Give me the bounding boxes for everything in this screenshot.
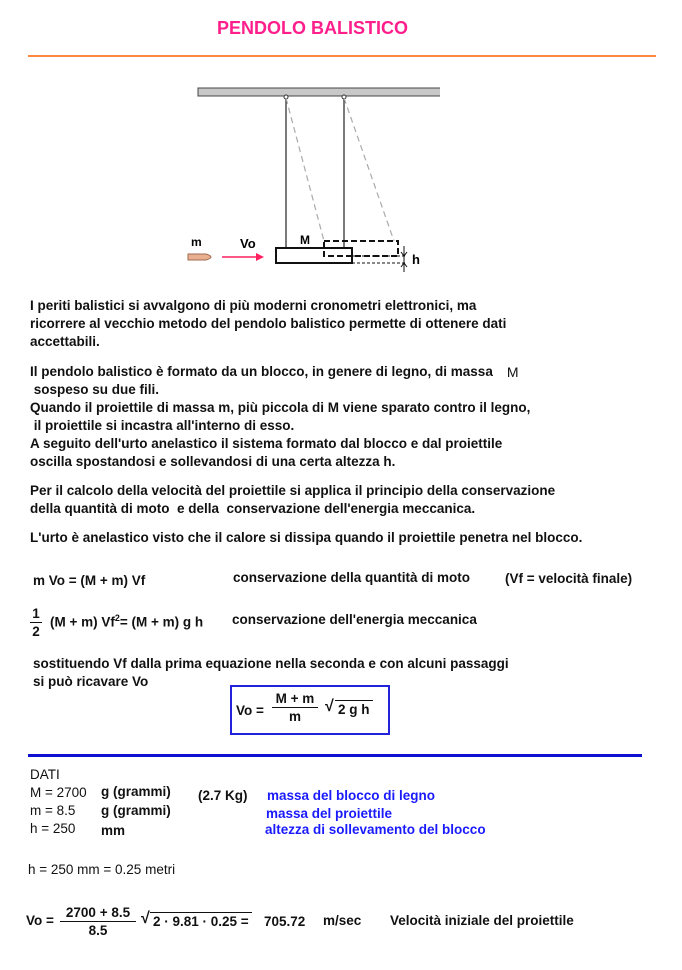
label-m: m bbox=[191, 235, 202, 249]
intro-paragraph-1 bbox=[30, 297, 506, 351]
data-unit-M: g (grammi) bbox=[101, 784, 171, 799]
page-title: PENDOLO BALISTICO bbox=[217, 18, 409, 38]
data-extra-M: (2.7 Kg) bbox=[198, 788, 248, 803]
mass-symbol: M bbox=[506, 364, 519, 380]
ceiling-bar bbox=[198, 88, 440, 96]
data-value-h: h = 250 bbox=[30, 821, 76, 836]
fraction-one-half bbox=[30, 606, 42, 639]
text-line: A seguito dell'urto anelastico il sistema formato dal blocco e dal proiettile bbox=[30, 436, 503, 451]
result-sqrt bbox=[141, 912, 261, 932]
text-line: L'urto è anelastico visto che il calore si dissipa quando il proiettile penetra nel blocco. bbox=[30, 530, 583, 545]
label-vo: Vo bbox=[240, 236, 256, 251]
result-desc: Velocità iniziale del proiettile bbox=[390, 913, 574, 928]
label-h: h bbox=[412, 252, 420, 267]
bullet-icon bbox=[188, 254, 211, 260]
data-desc-h: altezza di sollevamento del blocco bbox=[265, 822, 486, 837]
fraction-bar bbox=[60, 921, 136, 922]
equation-momentum-desc: conservazione della quantità di moto bbox=[233, 570, 471, 585]
text-line: ricorrere al vecchio metodo del pendolo balistico permette di ottenere dati bbox=[30, 316, 507, 331]
fraction-numerator: 2700 + 8.5 bbox=[65, 905, 131, 920]
text-span: Il pendolo balistico è formato da un blocco, in genere di legno, di massa bbox=[30, 364, 493, 379]
data-unit-m: g (grammi) bbox=[101, 803, 171, 818]
string-left-swung bbox=[286, 98, 324, 241]
text-line: sostituendo Vf dalla prima equazione nella seconda e con alcuni passaggi bbox=[33, 656, 509, 671]
sqrt-icon: √ bbox=[141, 910, 150, 927]
data-value-m: m = 8.5 bbox=[30, 803, 76, 818]
data-value-M: M = 2700 bbox=[30, 785, 87, 800]
text-line: oscilla spostandosi e sollevandosi di una certa altezza h. bbox=[30, 454, 396, 469]
formula-lhs: Vo = bbox=[236, 703, 264, 718]
final-velocity-note: (Vf = velocità finale) bbox=[505, 571, 633, 586]
text-line: Per il calcolo della velocità del proiettile si applica il principio della conservazione bbox=[30, 483, 556, 498]
result-value: 705.72 bbox=[264, 914, 306, 929]
data-desc-M: massa del blocco di legno bbox=[267, 788, 436, 803]
title-divider bbox=[28, 55, 656, 57]
exponent: 2 bbox=[114, 613, 120, 623]
text-line: il proiettile si incastra all'interno di esso. bbox=[30, 418, 295, 433]
label-M: M bbox=[300, 233, 310, 247]
text-line: I periti balistici si avvalgono di più moderni cronometri elettronici, ma bbox=[30, 298, 477, 313]
result-unit: m/sec bbox=[323, 913, 362, 928]
result-lhs: Vo = bbox=[26, 913, 54, 928]
data-unit-h: mm bbox=[101, 823, 126, 838]
formula-sqrt bbox=[325, 700, 385, 720]
data-desc-m: massa del proiettile bbox=[266, 806, 393, 821]
section-divider bbox=[28, 754, 642, 757]
equation-part: = (M + m) g h bbox=[119, 614, 204, 630]
fraction-denominator: m bbox=[288, 709, 301, 724]
result-fraction bbox=[60, 905, 136, 938]
fraction-denominator: 2 bbox=[32, 624, 40, 639]
pendulum-diagram bbox=[180, 82, 440, 272]
text-line: si può ricavare Vo bbox=[33, 674, 149, 689]
formula-fraction bbox=[272, 691, 318, 724]
fraction-bar bbox=[272, 707, 318, 708]
equation-momentum: m Vo = (M + m) Vf bbox=[33, 573, 146, 588]
text-line: Quando il proiettile di massa m, più piccola di M viene sparato contro il legno, bbox=[30, 400, 531, 415]
sqrt-icon: √ bbox=[325, 698, 334, 715]
text-line: della quantità di moto e della conservazione dell'energia meccanica. bbox=[30, 501, 476, 516]
fraction-numerator: M + m bbox=[275, 691, 315, 706]
text-line: accettabili. bbox=[30, 334, 100, 349]
equation-energy bbox=[50, 613, 203, 630]
text-line bbox=[30, 362, 530, 381]
string-right-swung bbox=[344, 98, 394, 241]
velocity-arrow-head bbox=[256, 253, 264, 261]
fraction-denominator: 8.5 bbox=[88, 923, 108, 938]
intro-paragraph-4 bbox=[30, 529, 582, 547]
data-heading: DATI bbox=[30, 767, 60, 782]
fraction-bar bbox=[30, 622, 42, 623]
unit-conversion: h = 250 mm = 0.25 metri bbox=[28, 862, 176, 877]
sqrt-radicand: 2 g h bbox=[335, 700, 373, 717]
intro-paragraph-3 bbox=[30, 482, 555, 518]
intro-paragraph-2 bbox=[30, 362, 530, 471]
equation-part: (M + m) Vf bbox=[50, 614, 115, 630]
equation-energy-desc: conservazione dell'energia meccanica bbox=[232, 612, 477, 627]
sqrt-radicand: 2 · 9.81 · 0.25 = bbox=[150, 912, 252, 929]
fraction-numerator: 1 bbox=[32, 606, 40, 621]
text-line: sospeso su due fili. bbox=[30, 382, 160, 397]
